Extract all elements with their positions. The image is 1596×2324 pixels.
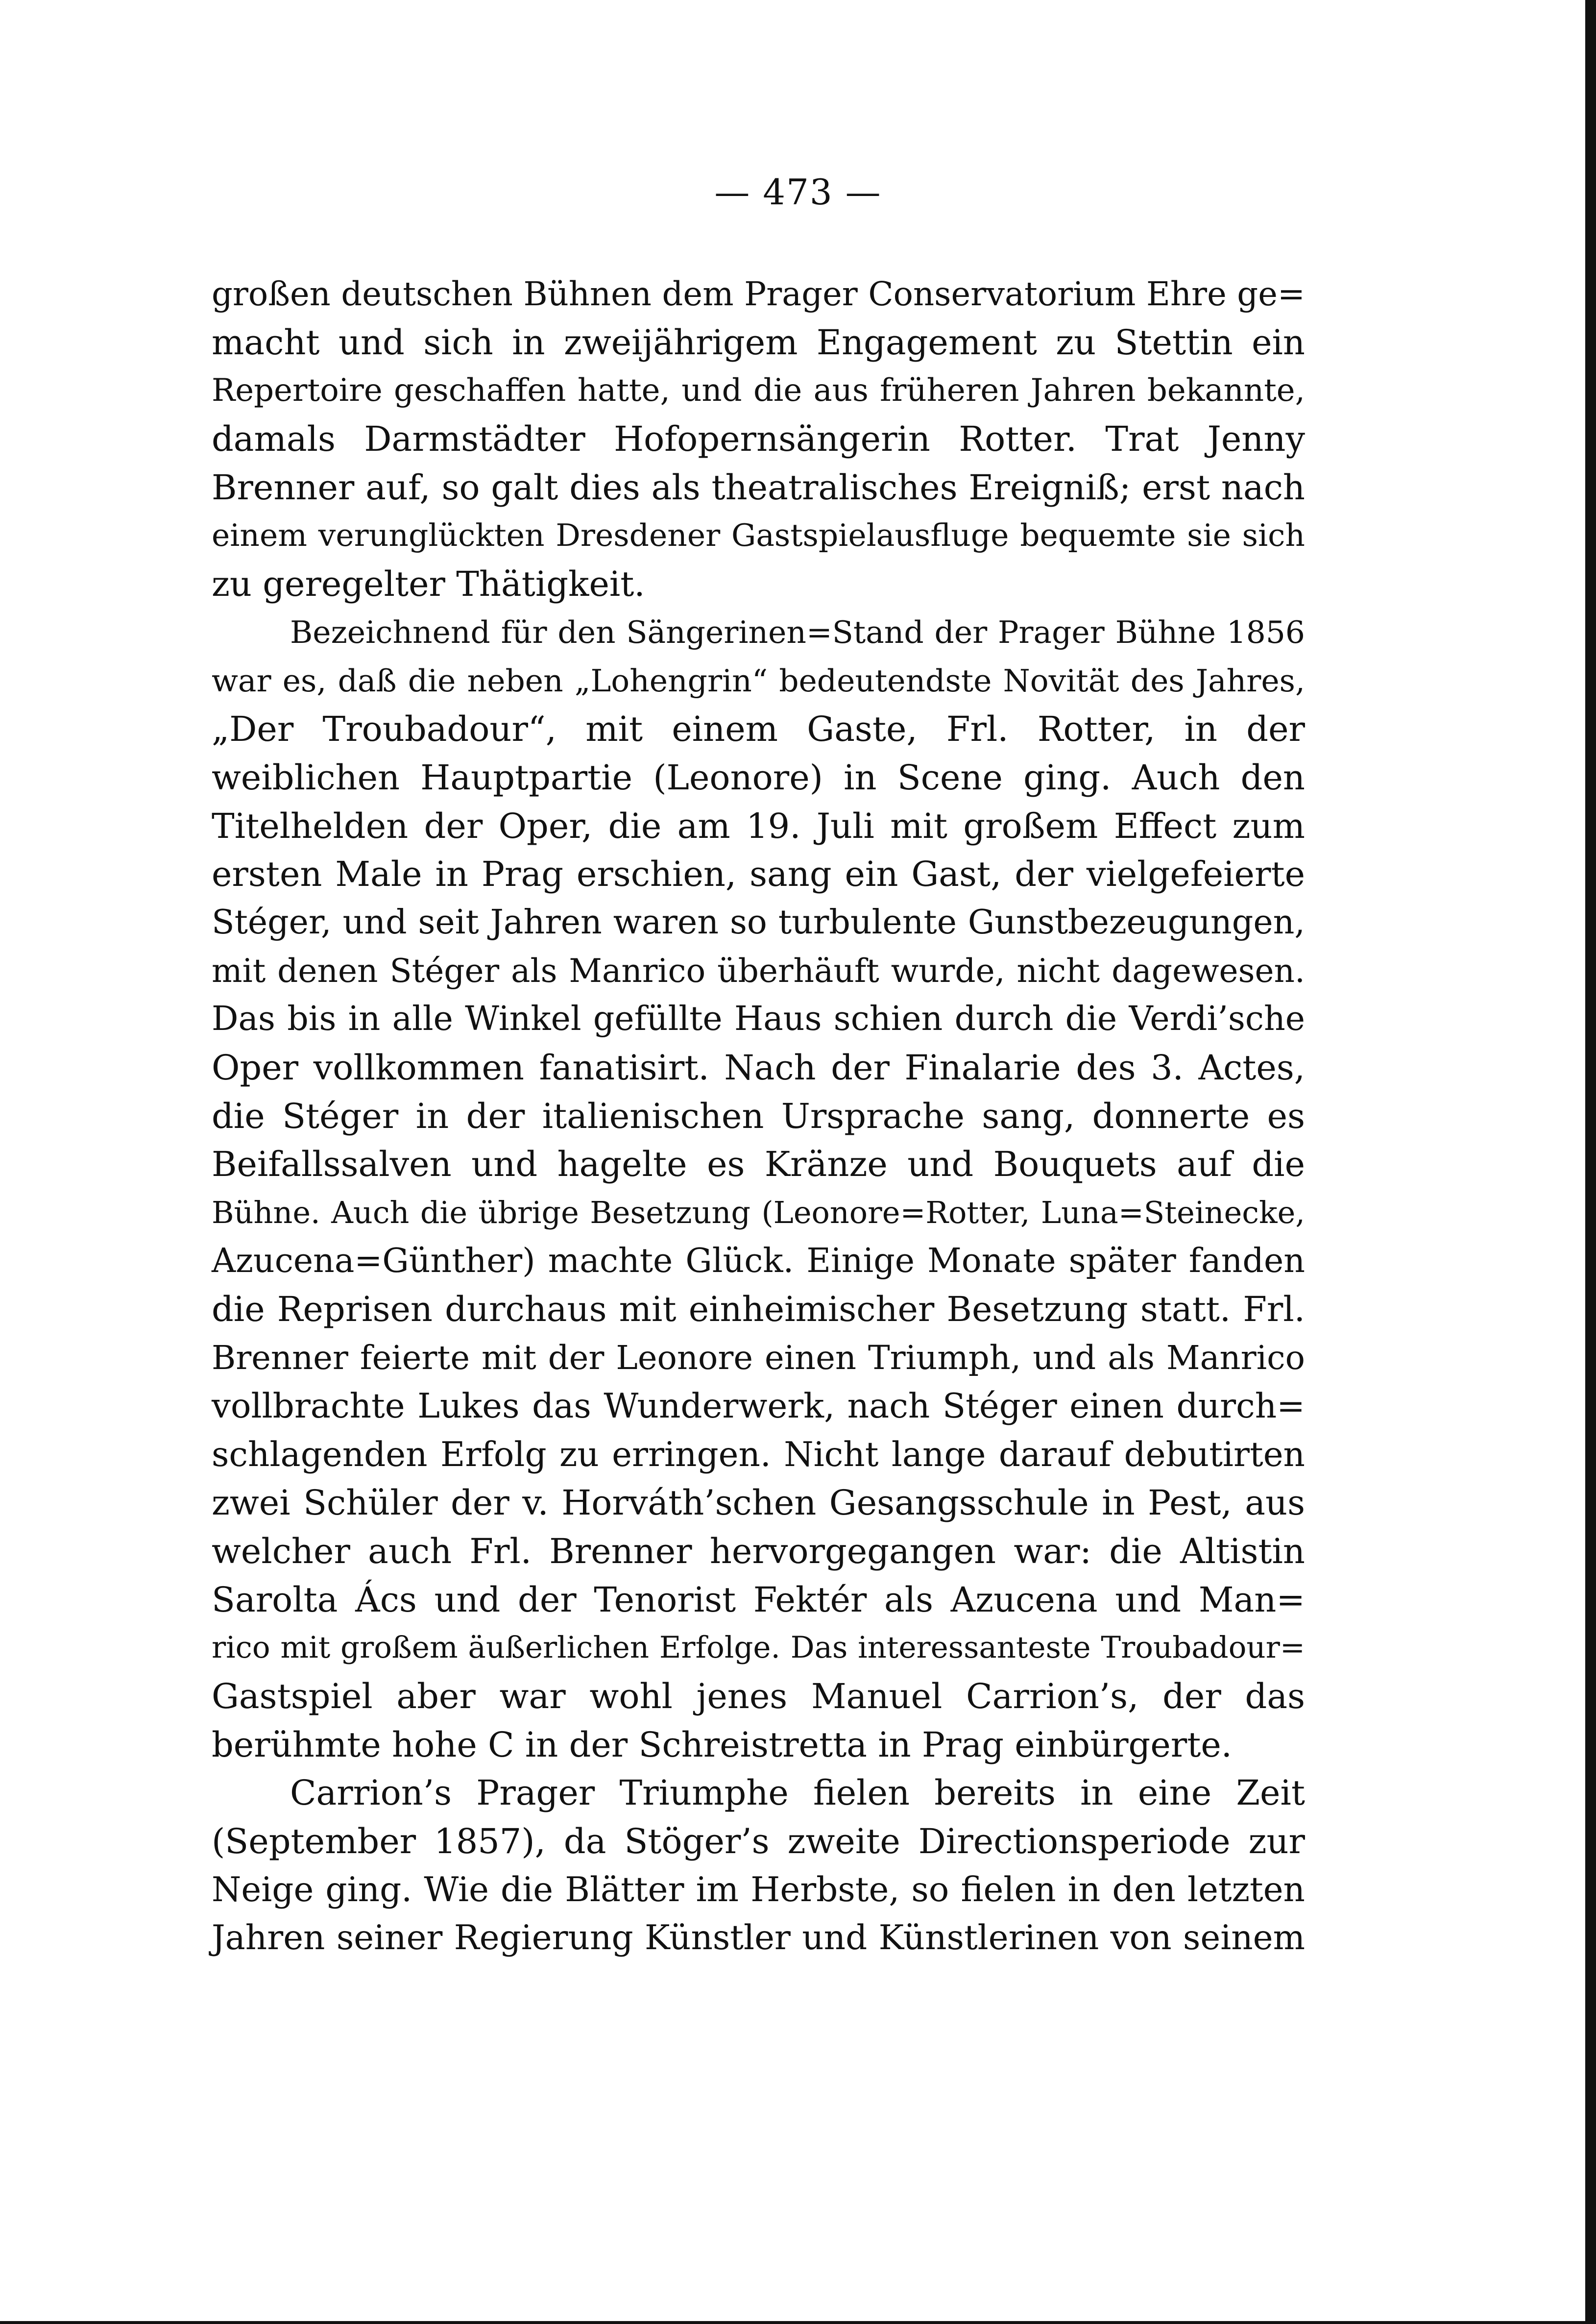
text-line: schlagenden Erfolg zu erringen. Nicht lange darauf debutirten bbox=[212, 1435, 1305, 1474]
text-line: Oper vollkommen fanatisirt. Nach der Finalarie des 3. Actes, bbox=[212, 1048, 1305, 1088]
text-line: damals Darmstädter Hofopernsängerin Rotter. Trat Jenny bbox=[212, 419, 1305, 460]
text-line: großen deutschen Bühnen dem Prager Conservatorium Ehre ge= bbox=[212, 275, 1305, 313]
text-line: macht und sich in zweijährigem Engagement zu Stettin ein bbox=[212, 322, 1305, 363]
text-line: Bezeichnend für den Sängerinen=Stand der Prager Bühne 1856 bbox=[290, 614, 1305, 650]
text-line: Jahren seiner Regierung Künstler und Künstlerinen von seinem bbox=[212, 1918, 1305, 1958]
text-line: Bühne. Auch die übrige Besetzung (Leonore=Rotter, Luna=Steinecke, bbox=[212, 1195, 1305, 1231]
text-line: ersten Male in Prag erschien, sang ein Gast, der vielgefeierte bbox=[212, 854, 1305, 895]
page-number: — 473 — bbox=[714, 171, 882, 213]
text-line: Carrion’s Prager Triumphe fielen bereits in eine Zeit bbox=[290, 1773, 1305, 1813]
text-line: war es, daß die neben „Lohengrin“ bedeutendste Novität des Jahres, bbox=[212, 662, 1305, 699]
body-text bbox=[212, 269, 1305, 1962]
text-line: zu geregelter Thätigkeit. bbox=[212, 564, 645, 605]
text-line: Das bis in alle Winkel gefüllte Haus schien durch die Verdi’sche bbox=[212, 1000, 1305, 1039]
text-line: die Reprisen durchaus mit einheimischer Besetzung statt. Frl. bbox=[212, 1289, 1305, 1330]
text-line: Brenner feierte mit der Leonore einen Triumph, und als Manrico bbox=[212, 1339, 1305, 1377]
paragraph-1 bbox=[212, 269, 1305, 608]
text-line: (September 1857), da Stöger’s zweite Directionsperiode zur bbox=[212, 1821, 1305, 1861]
text-line: zwei Schüler der v. Horváth’schen Gesangsschule in Pest, aus bbox=[212, 1483, 1305, 1523]
paragraph-3 bbox=[212, 1768, 1305, 1962]
text-line: die Stéger in der italienischen Ursprache sang, donnerte es bbox=[212, 1096, 1305, 1136]
text-line: Titelhelden der Oper, die am 19. Juli mit großem Effect zum bbox=[212, 806, 1305, 846]
text-line: Sarolta Ács und der Tenorist Fektér als Azucena und Man= bbox=[212, 1579, 1305, 1620]
text-line: Neige ging. Wie die Blätter im Herbste, so fielen in den letzten bbox=[212, 1870, 1305, 1909]
text-line: einem verunglückten Dresdener Gastspielausfluge bequemte sie sich bbox=[212, 517, 1305, 554]
scan-edge-bottom bbox=[0, 2321, 1596, 2324]
text-line: Repertoire geschaffen hatte, und die aus früheren Jahren bekannte, bbox=[212, 372, 1305, 409]
text-line: Stéger, und seit Jahren waren so turbulente Gunstbezeugungen, bbox=[212, 903, 1305, 942]
scan-edge-right bbox=[1585, 0, 1596, 2324]
paragraph-2 bbox=[212, 608, 1305, 1769]
text-line: welcher auch Frl. Brenner hervorgegangen war: die Altistin bbox=[212, 1531, 1305, 1571]
text-line: mit denen Stéger als Manrico überhäuft wurde, nicht dagewesen. bbox=[212, 952, 1305, 990]
text-line: Gastspiel aber war wohl jenes Manuel Carrion’s, der das bbox=[212, 1676, 1305, 1716]
text-line: „Der Troubadour“, mit einem Gaste, Frl. Rotter, in der bbox=[212, 709, 1305, 750]
text-line: Beifallssalven und hagelte es Kränze und Bouquets auf die bbox=[212, 1144, 1305, 1185]
text-line: berühmte hohe C in der Schreistretta in Prag einbürgerte. bbox=[212, 1724, 1233, 1765]
text-line: Azucena=Günther) machte Glück. Einige Monate später fanden bbox=[212, 1241, 1305, 1280]
text-line: vollbrachte Lukes das Wunderwerk, nach Stéger einen durch= bbox=[212, 1386, 1305, 1426]
text-line: Brenner auf, so galt dies als theatralisches Ereigniß; erst nach bbox=[212, 467, 1305, 508]
text-line: weiblichen Hauptpartie (Leonore) in Scene ging. Auch den bbox=[212, 757, 1305, 798]
text-line: rico mit großem äußerlichen Erfolge. Das interessanteste Troubadour= bbox=[212, 1630, 1305, 1665]
